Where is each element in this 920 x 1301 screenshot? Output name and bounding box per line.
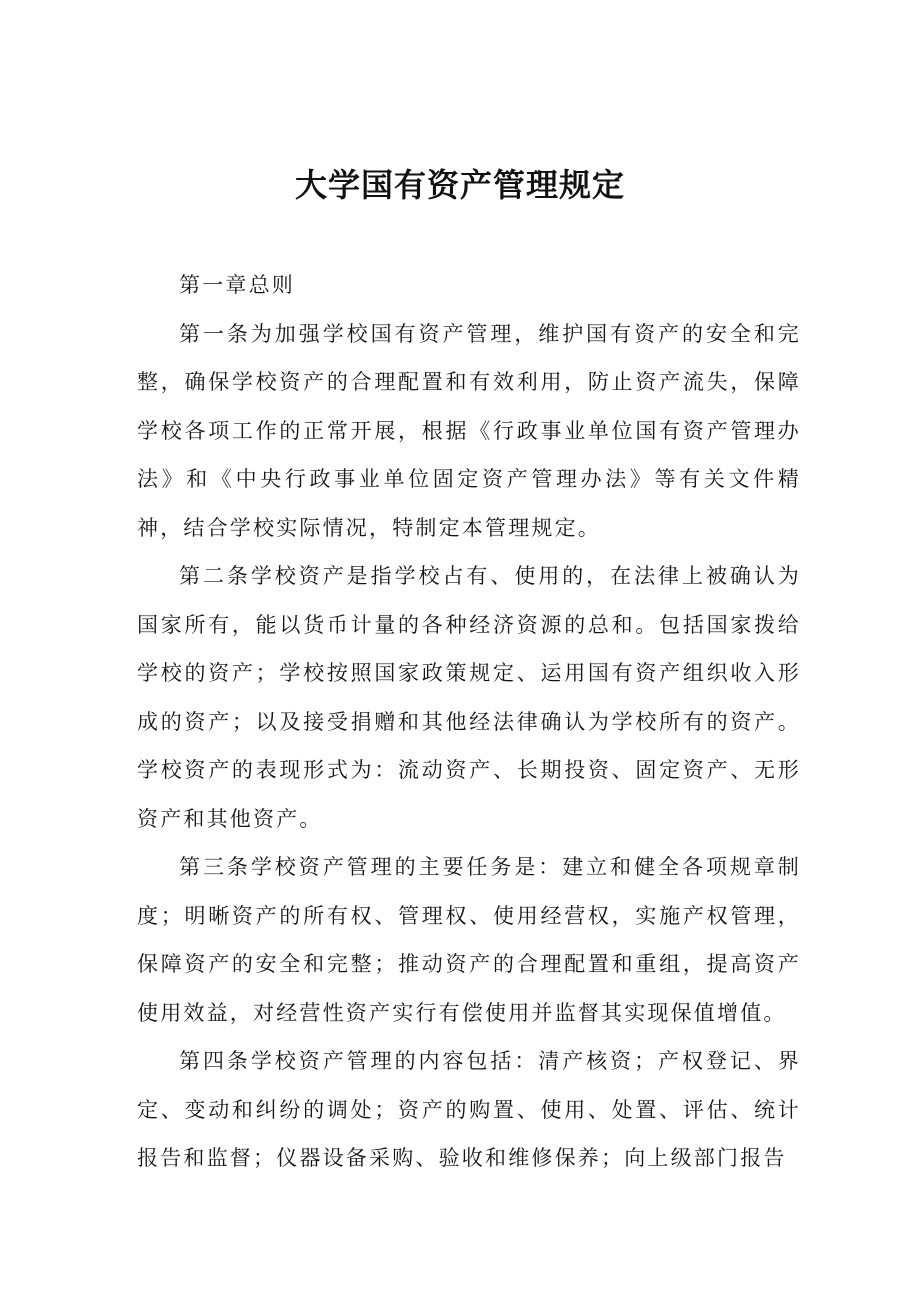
article-1-paragraph: 第一条为加强学校国有资产管理，维护国有资产的安全和完整，确保学校资产的合理配置和有效利用，防止资产流失，保障学校各项工作的正常开展，根据《行政事业单位国有资产管理办法》和《中央行政事业单位固定资产管理办法》等有关文件精神，结合学校实际情况，特制定本管理规定。 [137, 321, 801, 540]
article-3-paragraph: 第三条学校资产管理的主要任务是：建立和健全各项规章制度；明晰资产的所有权、管理权、使用经营权，实施产权管理，保障资产的安全和完整；推动资产的合理配置和重组，提高资产使用效益，对经营性资产实行有偿使用并监督其实现保值增值。 [137, 855, 801, 1025]
article-4-paragraph: 第四条学校资产管理的内容包括：清产核资；产权登记、界定、变动和纠纷的调处；资产的购置、使用、处置、评估、统计报告和监督；仪器设备采购、验收和维修保养；向上级部门报告 [137, 1049, 801, 1170]
chapter-heading: 第一章总则 [179, 273, 295, 297]
document-body [137, 261, 801, 1183]
document-title: 大学国有资产管理规定 [294, 166, 625, 204]
article-2-paragraph: 第二条学校资产是指学校占有、使用的，在法律上被确认为国家所有，能以货币计量的各种经济资源的总和。包括国家拨给学校的资产；学校按照国家政策规定、运用国有资产组织收入形成的资产；以及接受捐赠和其他经法律确认为学校所有的资产。学校资产的表现形式为：流动资产、长期投资、固定资产、无形资产和其他资产。 [137, 564, 801, 831]
